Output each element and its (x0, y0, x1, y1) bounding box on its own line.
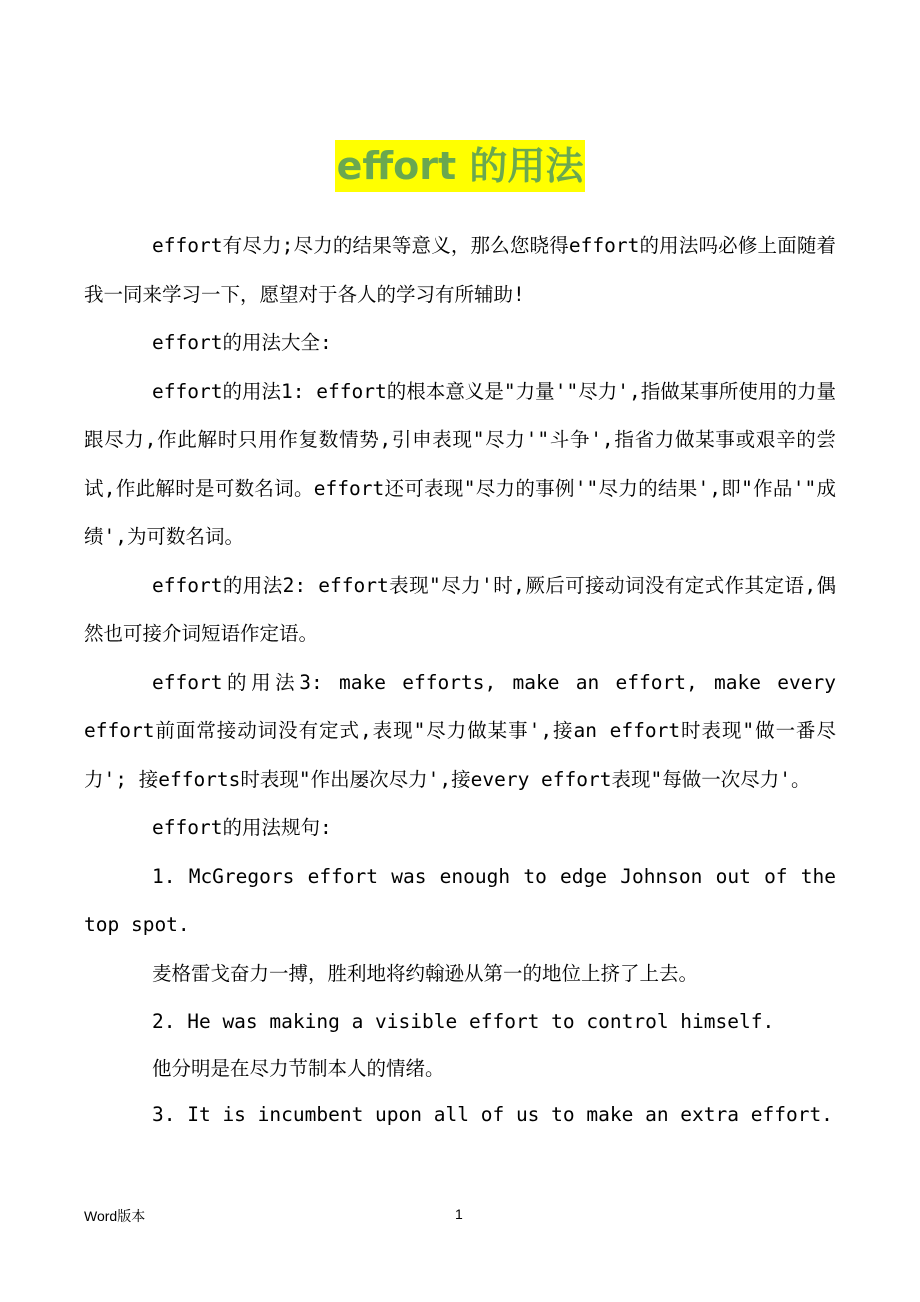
usage-heading: effort的用法大全: (152, 331, 332, 354)
example-1-zh: 麦格雷戈奋力一搏，胜利地将约翰逊从第一的地位上挤了上去。 (152, 961, 699, 985)
example-2-en: 2. He was making a visible effort to control himself. (152, 1010, 775, 1033)
example-3-en: 3. It is incumbent upon all of us to make an extra effort. (152, 1102, 833, 1126)
intro-paragraph: effort有尽力;尽力的结果等意义，那么您晓得effort的用法吗必修上面随着我一同来学习一下，愿望对于各人的学习有所辅助! (84, 234, 836, 306)
page-number: 1 (455, 1206, 463, 1222)
document-title: effort 的用法 (335, 140, 586, 192)
usage-2-paragraph: effort的用法2: effort表现"尽力'时,厥后可接动词没有定式作其定语,偶然也可接介词短语作定语。 (84, 573, 836, 645)
usage-1-paragraph: effort的用法1: effort的根本意义是"力量'"尽力',指做某事所使用的力量跟尽力,作此解时只用作复数情势,引申表现"尽力'"斗争',指省力做某事或艰辛的尝试,作此解时是可数名词。effort还可表现"尽力的事例'"尽力的结果',即"作品'"成绩',为可数名词。 (84, 379, 836, 548)
document-body (84, 222, 836, 1139)
footer-label: Word版本 (84, 1208, 146, 1224)
example-2-zh: 他分明是在尽力节制本人的情绪。 (152, 1056, 445, 1080)
usage-3-paragraph: effort的用法3: make efforts, make an effort, make every effort前面常接动词没有定式,表现"尽力做某事',接an effort时表现"做一番尽力'; 接efforts时表现"作出屡次尽力',接every effort表现"每做一次尽力'。 (84, 670, 836, 791)
examples-heading: effort的用法规句: (152, 816, 332, 839)
example-1-en: 1. McGregors effort was enough to edge Johnson out of the top spot. (84, 864, 836, 936)
title-block (0, 140, 920, 192)
